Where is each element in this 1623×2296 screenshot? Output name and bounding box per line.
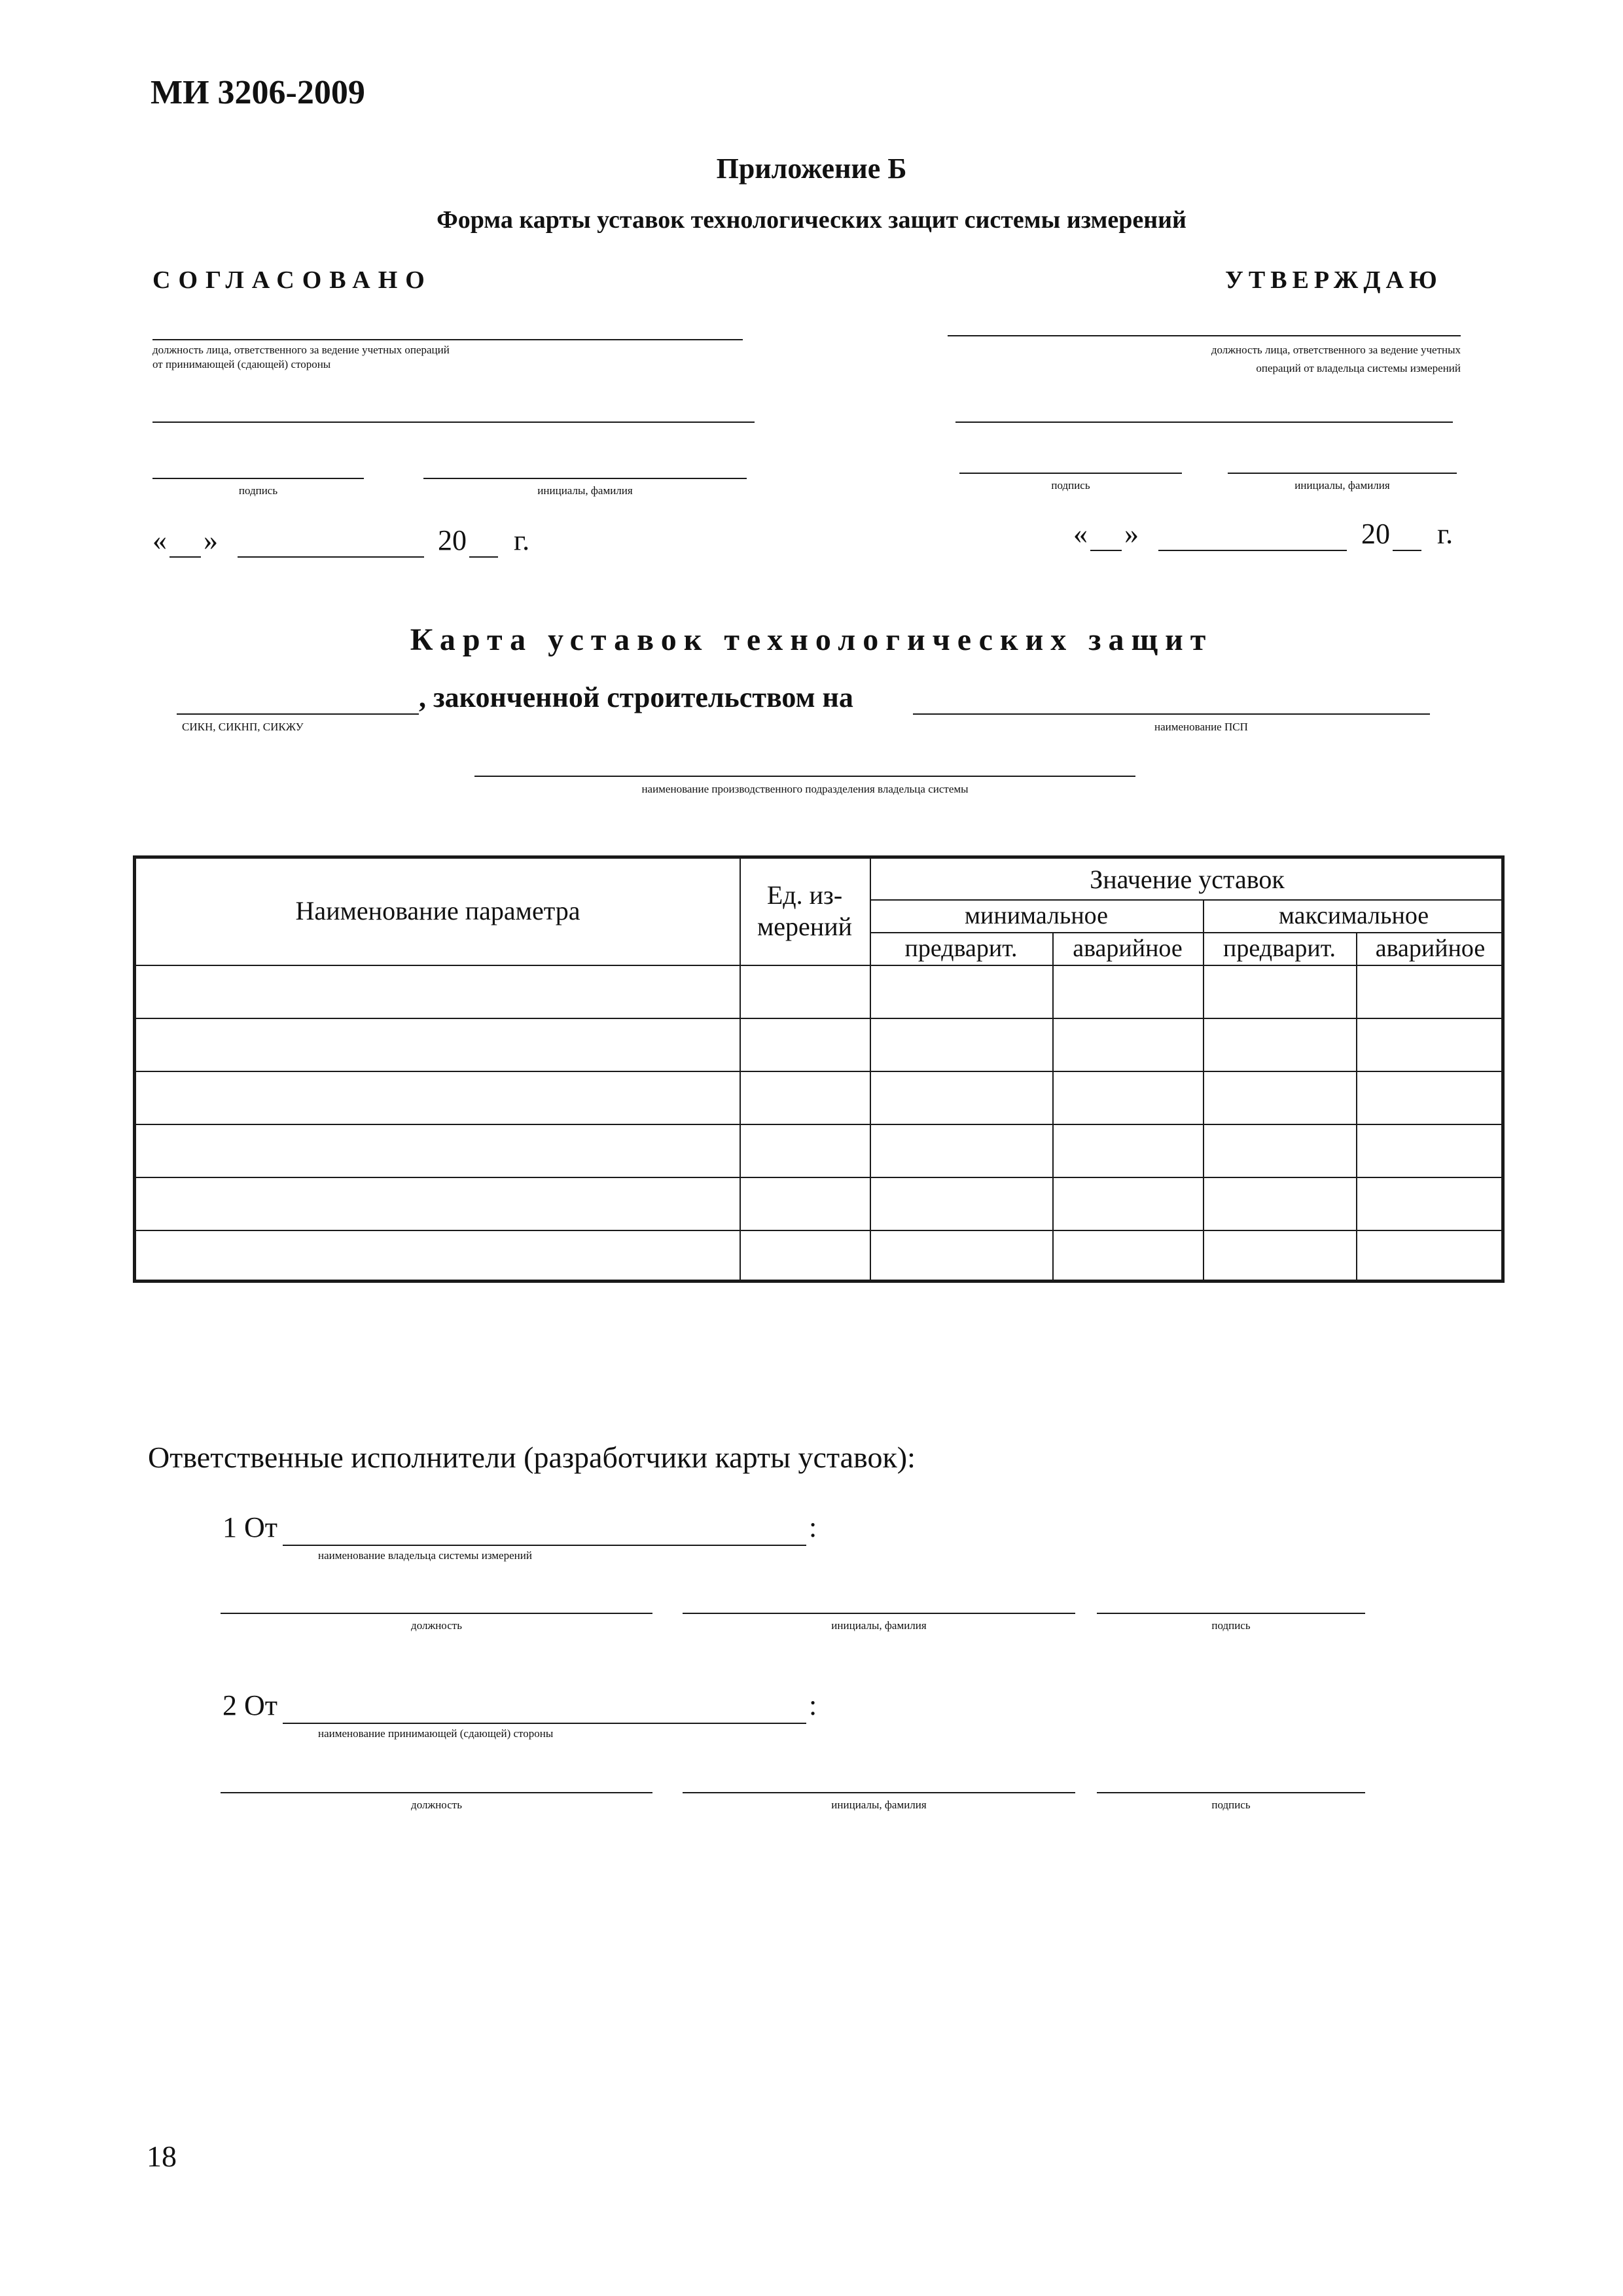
entry-2-suffix: : [809, 1689, 817, 1721]
approval-right-caption-1: должность лица, ответственного за ведение учетных [1211, 344, 1461, 356]
approval-left-caption-2: от принимающей (сдающей) стороны [152, 358, 331, 370]
col-divider [1356, 932, 1357, 1280]
date-day-line [169, 556, 201, 558]
min-preliminary-header: предварит. [904, 935, 1018, 962]
entry-1-caption: наименование владельца системы измерений [318, 1549, 532, 1562]
entry-2-position-line [221, 1792, 652, 1793]
date-close-quote: » [204, 524, 218, 556]
page-number: 18 [147, 2140, 177, 2173]
psp-caption: наименование ПСП [1154, 721, 1248, 733]
approval-right-position-line [948, 335, 1461, 336]
division-line [474, 776, 1135, 777]
card-title: Карта уставок технологических защит [410, 622, 1213, 657]
row-divider [136, 1071, 1501, 1072]
date-year-line [469, 556, 498, 558]
approval-right-date [1073, 517, 1466, 556]
approval-left-name-line [152, 422, 755, 423]
approval-right-signature-line [959, 473, 1182, 474]
date-year-prefix: 20 [1361, 518, 1390, 550]
entry-2-position-label: должность [411, 1799, 462, 1811]
header-bottom-divider [136, 965, 1501, 966]
entry-1-suffix: : [809, 1511, 817, 1543]
max-preliminary-header: предварит. [1223, 935, 1336, 962]
entry-1-initials-line [683, 1613, 1075, 1614]
entry-2-signature-label: подпись [1211, 1799, 1251, 1811]
approval-left-signature-line [152, 478, 364, 479]
approval-right-signature-label: подпись [1051, 479, 1090, 492]
entry-1-position-line [221, 1613, 652, 1614]
min-emergency-header: аварийное [1073, 935, 1183, 962]
psp-line [913, 713, 1430, 715]
date-month-line [238, 556, 424, 558]
date-year-prefix: 20 [438, 524, 467, 556]
date-open-quote: « [1073, 518, 1088, 550]
approval-left-signature-label: подпись [238, 484, 278, 497]
entry-2-owner-line [283, 1723, 806, 1724]
date-month-line [1158, 550, 1347, 551]
entry-2-initials-label: инициалы, фамилия [831, 1799, 927, 1811]
max-emergency-header: аварийное [1375, 935, 1486, 962]
setpoints-table [133, 855, 1505, 1283]
division-caption: наименование производственного подразделения владельца системы [641, 783, 969, 795]
entry-2-initials-line [683, 1792, 1075, 1793]
document-code: МИ 3206-2009 [151, 74, 365, 111]
approval-right-initials-label: инициалы, фамилия [1294, 479, 1390, 492]
col-divider [1052, 932, 1054, 1280]
header-divider [870, 899, 1501, 901]
date-year-line [1393, 550, 1421, 551]
appendix-subtitle: Форма карты уставок технологических защит системы измерений [437, 206, 1186, 234]
row-divider [136, 1230, 1501, 1231]
system-type-caption: СИКН, СИКНП, СИКЖУ [182, 721, 304, 733]
entry-1-owner-line [283, 1545, 806, 1546]
unit-header-line2: мерений [757, 912, 853, 941]
entry-2-signature-line [1097, 1792, 1365, 1793]
param-name-header: Наименование параметра [295, 896, 580, 925]
values-header: Значение уставок [1090, 865, 1285, 894]
entry-1-position-label: должность [411, 1619, 462, 1632]
entry-1-initials-label: инициалы, фамилия [831, 1619, 927, 1632]
entry-2-prefix: 2 От [223, 1689, 278, 1721]
date-open-quote: « [152, 524, 167, 556]
date-year-suffix: г. [1437, 518, 1454, 550]
header-divider [870, 932, 1501, 933]
row-divider [136, 1177, 1501, 1178]
entry-1-prefix: 1 От [223, 1511, 278, 1543]
appendix-title: Приложение Б [716, 152, 907, 185]
approval-left-position-line [152, 339, 743, 340]
responsible-title: Ответственные исполнители (разработчики карты уставок): [148, 1441, 916, 1474]
entry-1-signature-line [1097, 1613, 1365, 1614]
entry-2-caption: наименование принимающей (сдающей) стороны [318, 1727, 554, 1740]
unit-header-line1: Ед. из- [766, 880, 843, 910]
card-completed-text: , законченной строительством на [419, 681, 853, 713]
max-header: максимальное [1278, 902, 1429, 929]
approval-left-initials-label: инициалы, фамилия [537, 484, 633, 497]
approval-left-initials-line [423, 478, 747, 479]
approval-right-name-line [955, 422, 1453, 423]
row-divider [136, 1124, 1501, 1125]
system-type-line [177, 713, 419, 715]
approval-left-title: СОГЛАСОВАНО [152, 266, 433, 294]
approval-right-initials-line [1228, 473, 1457, 474]
entry-1-signature-label: подпись [1211, 1619, 1251, 1632]
date-year-suffix: г. [514, 524, 530, 556]
approval-left-date [152, 524, 558, 563]
date-day-line [1090, 550, 1122, 551]
approval-right-title: УТВЕРЖДАЮ [1225, 266, 1442, 294]
date-close-quote: » [1124, 518, 1139, 550]
min-header: минимальное [964, 902, 1108, 929]
approval-left-caption-1: должность лица, ответственного за ведение учетных операций [152, 344, 450, 356]
approval-right-caption-2: операций от владельца системы измерений [1256, 362, 1461, 374]
row-divider [136, 1018, 1501, 1019]
